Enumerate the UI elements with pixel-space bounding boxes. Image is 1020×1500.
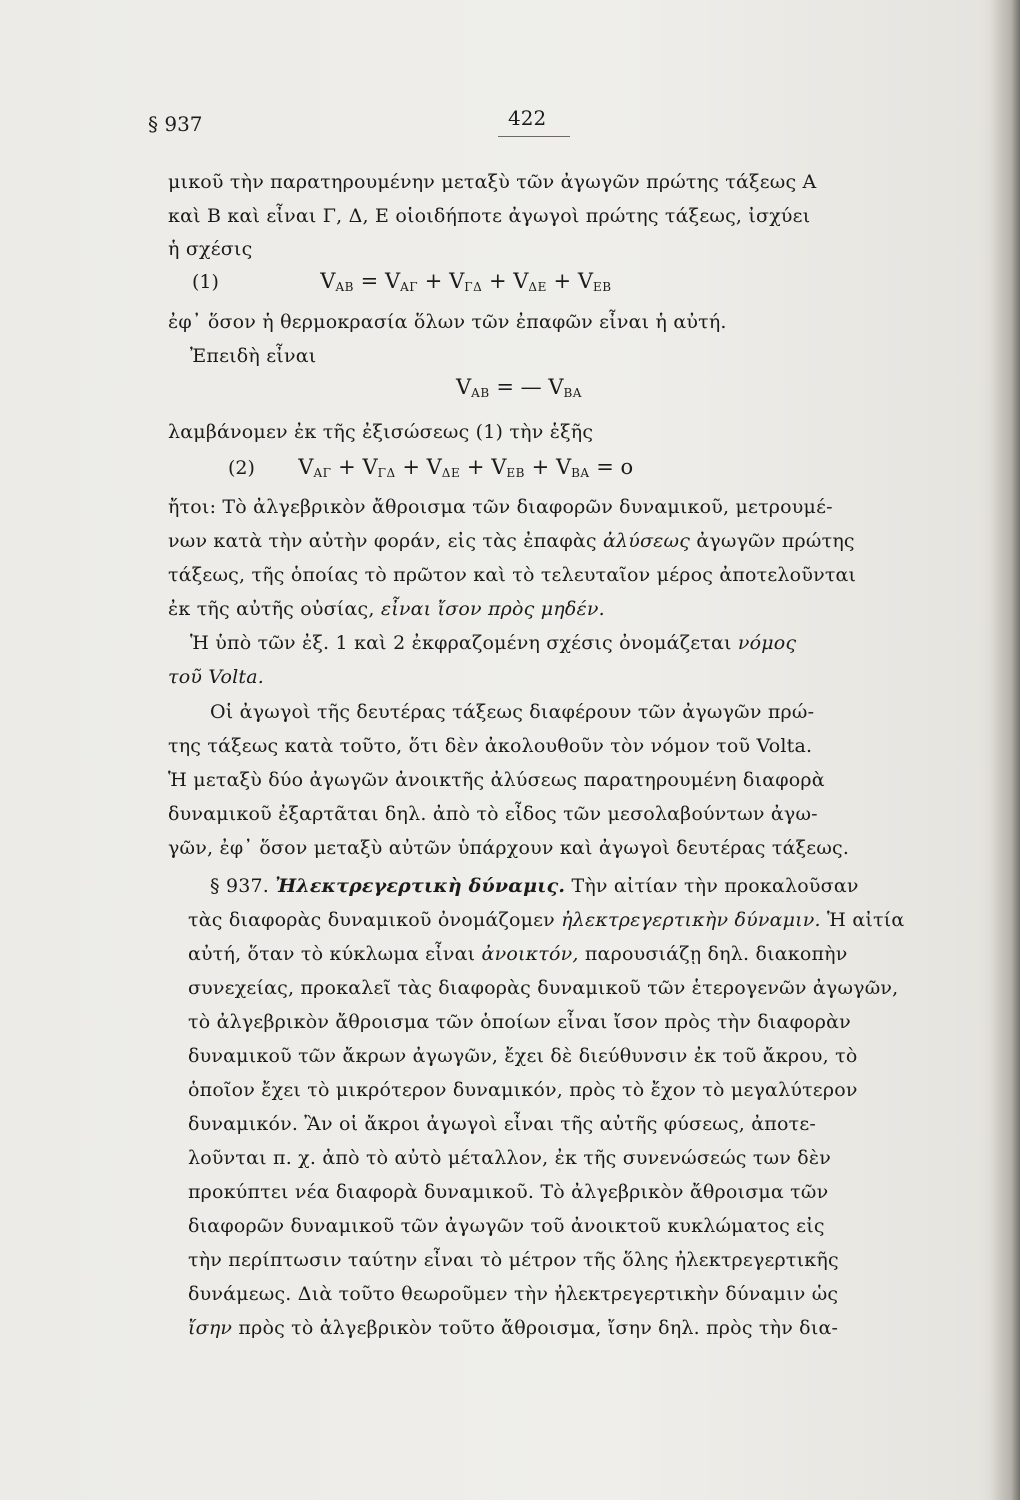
- text-line: τὰς διαφορὰς δυναμικοῦ ὀνομάζομεν ἠλεκτρεγερτικὴν δύναμιν. Ἡ αἰτία: [188, 909, 905, 931]
- text-line: καὶ Β καὶ εἶναι Γ, Δ, Ε οἱοιδήποτε ἀγωγοὶ πρώτης τάξεως, ἰσχύει: [168, 205, 811, 227]
- page-edge-shadow: [990, 0, 1020, 1500]
- text-line: ἐκ τῆς αὐτῆς οὐσίας, εἶναι ἴσον πρὸς μηδέν.: [168, 598, 605, 620]
- header-rule: [498, 136, 570, 137]
- text-line: δυνάμεως. Διὰ τοῦτο θεωροῦμεν τὴν ἠλεκτρεγερτικὴν δύναμιν ὡς: [188, 1283, 839, 1305]
- text-line: ὁποῖον ἔχει τὸ μικρότερον δυναμικόν, πρὸς τὸ ἔχον τὸ μεγαλύτερον: [188, 1079, 858, 1101]
- equation-1: (1) $V_{AB} = V_{A\Gamma} + V_{\Gamma\Delta} + V_{\Delta E} + V_{EB}$: [192, 269, 612, 294]
- text-line: αὐτή, ὅταν τὸ κύκλωμα εἶναι ἀνοικτόν, παρουσιάζῃ δηλ. διακοπὴν: [188, 943, 848, 965]
- equation-number: (2): [228, 457, 255, 479]
- text-line: της τάξεως κατὰ τοῦτο, ὅτι δὲν ἀκολουθοῦν τὸν νόμον τοῦ Volta.: [168, 735, 813, 757]
- text-line: Οἱ ἀγωγοὶ τῆς δευτέρας τάξεως διαφέρουν τῶν ἀγωγῶν πρώ-: [210, 701, 815, 723]
- text-line: λαμβάνομεν ἐκ τῆς ἐξισώσεως (1) τὴν ἑξῆς: [168, 421, 594, 443]
- text-line: ἐφ᾽ ὅσον ἡ θερμοκρασία ὅλων τῶν ἐπαφῶν εἶναι ἡ αὐτή.: [168, 311, 727, 333]
- text-line: δυναμικοῦ τῶν ἄκρων ἀγωγῶν, ἔχει δὲ διεύθυνσιν ἐκ τοῦ ἄκρου, τὸ: [188, 1045, 858, 1067]
- text-line: μικοῦ τὴν παρατηρουμένην μεταξὺ τῶν ἀγωγῶν πρώτης τάξεως Α: [168, 171, 817, 193]
- text-line: συνεχείας, προκαλεῖ τὰς διαφορὰς δυναμικοῦ τῶν ἑτερογενῶν ἀγωγῶν,: [188, 977, 899, 999]
- text-line: διαφορῶν δυναμικοῦ τῶν ἀγωγῶν τοῦ ἀνοικτοῦ κυκλώματος εἰς: [188, 1215, 825, 1237]
- text-line: δυναμικόν. Ἂν οἱ ἄκροι ἀγωγοὶ εἶναι τῆς αὐτῆς φύσεως, ἀποτε-: [188, 1113, 817, 1135]
- text-line: προκύπτει νέα διαφορὰ δυναμικοῦ. Τὸ ἀλγεβρικὸν ἄθροισμα τῶν: [188, 1181, 829, 1203]
- page-number: 422: [508, 106, 547, 130]
- text-line: τὴν περίπτωσιν ταύτην εἶναι τὸ μέτρον τῆς ὅλης ἠλεκτρεγερτικῆς: [188, 1249, 839, 1271]
- text-line: ἡ σχέσις: [168, 238, 253, 260]
- text-line: λοῦνται π. χ. ἀπὸ τὸ αὐτὸ μέταλλον, ἐκ τῆς συνενώσεώς των δὲν: [188, 1147, 832, 1169]
- equation-number: (1): [192, 271, 219, 293]
- text-line: ἴσην πρὸς τὸ ἀλγεβρικὸν τοῦτο ἄθροισμα, ἴσην δηλ. πρὸς τὴν δια-: [188, 1317, 839, 1339]
- section-header: § 937: [148, 112, 203, 136]
- text-line: γῶν, ἐφ᾽ ὅσον μεταξὺ αὐτῶν ὑπάρχουν καὶ ἀγωγοὶ δευτέρας τάξεως.: [168, 837, 850, 859]
- text-line: ἤτοι: Τὸ ἀλγεβρικὸν ἄθροισμα τῶν διαφορῶν δυναμικοῦ, μετρουμέ-: [168, 496, 833, 518]
- text-line: τάξεως, τῆς ὁποίας τὸ πρῶτον καὶ τὸ τελευταῖον μέρος ἀποτελοῦνται: [168, 564, 857, 586]
- equation-2: (2) $V_{A\Gamma} + V_{\Gamma\Delta} + V_{\Delta E} + V_{EB} + V_{BA} = o$: [228, 455, 634, 480]
- text-line: Ἡ μεταξὺ δύο ἀγωγῶν ἀνοικτῆς ἀλύσεως παρατηρουμένη διαφορὰ: [168, 769, 825, 791]
- text-line: δυναμικοῦ ἐξαρτᾶται δηλ. ἀπὸ τὸ εἶδος τῶν μεσολαβούντων ἀγω-: [168, 803, 818, 825]
- section-heading-line: § 937. Ἠλεκτρεγερτικὴ δύναμις. Τὴν αἰτίαν τὴν προκαλοῦσαν: [210, 875, 859, 897]
- text-line: Ἐπειδὴ εἶναι: [190, 345, 317, 367]
- text-line: τοῦ Volta.: [168, 666, 265, 688]
- equation-ab-ba: $V_{AB}$ = — $V_{BA}$: [456, 375, 582, 400]
- text-line: νων κατὰ τὴν αὐτὴν φοράν, εἰς τὰς ἐπαφὰς ἀλύσεως ἀγωγῶν πρώτης: [168, 530, 855, 552]
- text-line: Ἡ ὑπὸ τῶν ἐξ. 1 καὶ 2 ἐκφραζομένη σχέσις ὀνομάζεται νόμος: [190, 632, 797, 654]
- text-line: τὸ ἀλγεβρικὸν ἄθροισμα τῶν ὁποίων εἶναι ἴσον πρὸς τὴν διαφορὰν: [188, 1011, 851, 1033]
- section-title: Ἠλεκτρεγερτικὴ δύναμις.: [275, 875, 566, 897]
